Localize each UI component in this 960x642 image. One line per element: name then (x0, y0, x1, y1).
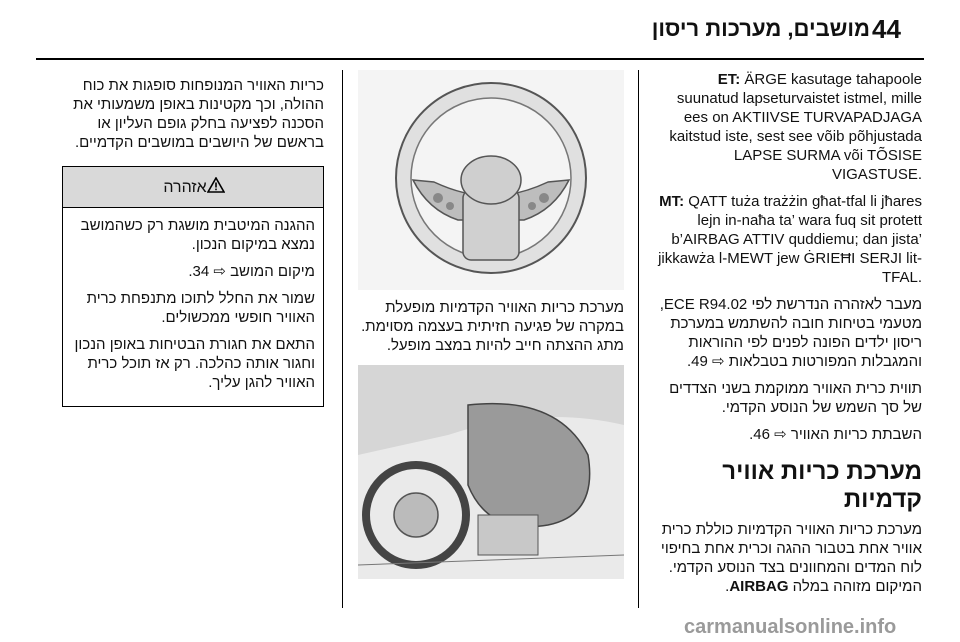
figure-caption: מערכת כריות האוויר הקדמיות מופעלת במקרה של פגיעה חזיתית בעצמה מסוימת. מתג ההצתה חייב להיות במצב מופעל. (361, 299, 624, 354)
deactivation-reference[interactable]: השבתת כריות האוויר ⇨ 46. (749, 426, 922, 443)
warning-box (62, 166, 324, 407)
mt-label: MT: (659, 193, 685, 210)
et-paragraph (652, 70, 922, 184)
et-text: ÄRGE kasutage tahapoole suunatud lapseturvaistet istmel, mille ees on AKTIIVSE TURVAPADJAGA kaitstud iste, sest see võib põhjustada LAPSE SURMA või TÕSISE VIGASTUSE. (669, 71, 922, 183)
watermark: carmanualsonline.info (684, 616, 897, 638)
warning-header (63, 167, 323, 208)
mt-paragraph (652, 192, 922, 287)
et-label: ET: (717, 71, 741, 88)
front-airbag-paragraph (652, 520, 922, 596)
warning-body (63, 208, 323, 406)
mt-text: QATT tuża trażżin għat-tfal li jħares lejn in-naħa ta’ wara fuq sit protett b’AIRBAG ATTIV quddiemu; dan jista’ jikkawża l-MEWT jew ĠRIEĦI SERJI lit-TFAL. (658, 193, 922, 286)
airbag-word: AIRBAG (729, 578, 789, 595)
steering-wheel-illustration (358, 70, 624, 290)
warning-item-seat-reference[interactable]: מיקום המושב ⇨ 34. (188, 263, 315, 280)
middle-column (358, 70, 624, 579)
warning-title: אזהרה (163, 178, 207, 196)
column-divider-left (342, 70, 343, 608)
warning-item: ההגנה המיטבית מושגת רק כשהמושב נמצא במיקום הנכון. (80, 217, 315, 253)
airbag-intro: כריות האוויר המנופחות סופגות את כוח ההולה, וכך מקטינות באופן משמעותי את הסכנה לפציעה בחלק גופם העליון או בראשם של היושבים במושבים הקדמיים. (73, 77, 324, 151)
warning-item: שמור את החלל לתוכו מתנפחת כרית האוויר חופשי ממכשולים. (86, 290, 315, 326)
header-rule (36, 58, 924, 60)
page-number: 44 (872, 14, 901, 44)
front-airbag-end: . (725, 578, 730, 595)
page-title: מושבים, מערכות ריסון (651, 16, 870, 41)
warning-item: התאם את חגורת הבטיחות באופן הנכון וחגור אותה כהלכה. רק אז תוכל כרית האוויר להגן עליך. (74, 336, 315, 391)
warning-icon (207, 177, 225, 198)
front-airbag-text: מערכת כריות האוויר הקדמיות כוללת כרית אוויר אחת בטבור ההגה וכרית אחת בחיפוי לוח המדים והמחוונים בצד הנוסע הקדמי. המיקום מזוהה במלה (660, 521, 922, 595)
column-divider-right (638, 70, 639, 608)
regulation-paragraph: מעבר לאזהרה הנדרשת לפי ECE R94.02, מטעמי בטיחות חובה להשתמש במערכת ריסון ילדים הפונה לפנים לפי ההוראות והמגבלות המפורטות בטבלאות ⇨ 49. (659, 296, 922, 370)
section-heading: מערכת כריות אוויר קדמיות (722, 458, 922, 513)
right-column (652, 70, 922, 604)
airbag-deployment-illustration (358, 365, 624, 579)
left-column (62, 70, 324, 407)
airbag-label-paragraph: תווית כרית האוויר ממוקמת בשני הצדדים של סך השמש של הנוסע הקדמי. (669, 380, 922, 416)
